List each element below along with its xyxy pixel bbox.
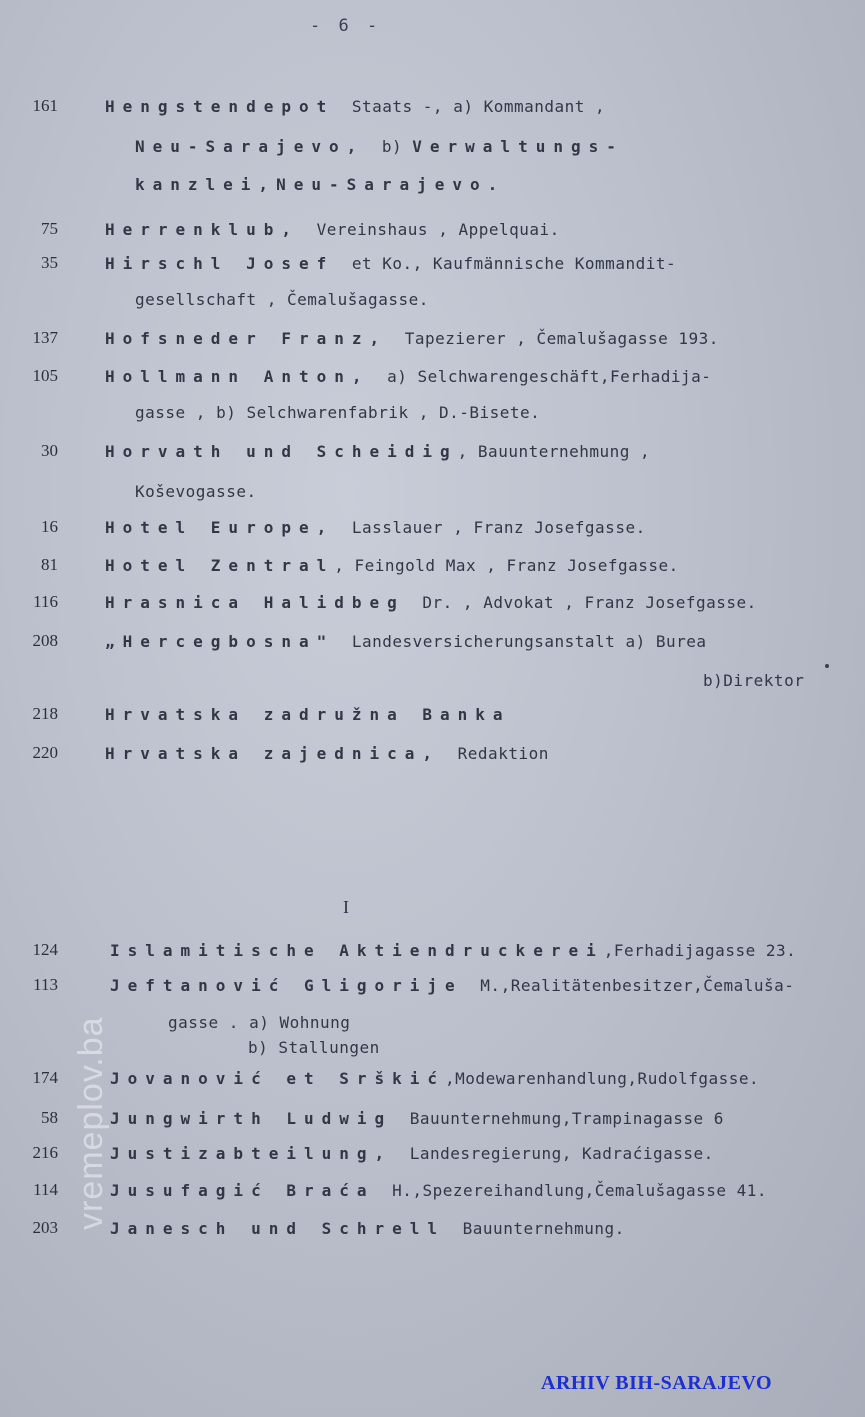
entry-number: 220	[32, 743, 58, 762]
entry-name: Horvath und Scheidig	[105, 442, 458, 461]
entry-name: Hrvatska zadružna Banka	[105, 705, 511, 724]
entry-name: Justizabteilung,	[110, 1144, 410, 1163]
entry-number: 58	[41, 1108, 58, 1127]
entry-line	[105, 632, 707, 651]
entry-line	[110, 976, 794, 995]
entry-number: 113	[33, 975, 58, 994]
bleed-through-text	[40, 790, 820, 870]
entry-details: , Bauunternehmung ,	[457, 442, 651, 461]
entry-name: Jovanović et Srškić	[110, 1069, 446, 1088]
entry-details: Landesregierung, Kadraćigasse.	[409, 1144, 714, 1163]
entry-name: kanzlei,Neu-Sarajevo.	[135, 175, 506, 194]
entry-number: 16	[41, 517, 58, 536]
entry-details: H.,Spezereihandlung,Čemalušagasse 41.	[392, 1181, 768, 1200]
entry-details: Vereinshaus , Appelquai.	[316, 220, 560, 239]
entry-number: 105	[32, 366, 58, 385]
entry-name: Jeftanović Gligorije	[110, 976, 481, 995]
entry-details: Dr. , Advokat , Franz Josefgasse.	[422, 593, 757, 612]
entry-number: 203	[32, 1218, 58, 1237]
entry-line	[105, 442, 650, 461]
entry-line	[703, 671, 804, 690]
entry-line	[105, 367, 711, 386]
entry-number: 137	[32, 328, 58, 347]
entry-details: Staats -, a) Kommandant ,	[351, 97, 606, 116]
entry-line	[248, 1038, 380, 1057]
entry-line	[110, 1219, 625, 1238]
entry-name: Hofsneder Franz,	[105, 329, 405, 348]
entry-line	[135, 290, 429, 309]
entry-line	[105, 97, 605, 116]
entry-number: 161	[32, 96, 58, 115]
entry-details: Bauunternehmung.	[462, 1219, 625, 1238]
entry-details: , Feingold Max , Franz Josefgasse.	[334, 556, 679, 575]
entry-number: 116	[33, 592, 58, 611]
entry-details: Koševogasse.	[135, 482, 257, 501]
entry-number: 124	[32, 940, 58, 959]
ink-dot	[825, 664, 829, 668]
entry-number: 30	[41, 441, 58, 460]
entry-number: 208	[32, 631, 58, 650]
entry-line	[135, 175, 505, 194]
entry-details: gasse , b) Selchwarenfabrik , D.-Bisete.	[135, 403, 541, 422]
entry-line	[110, 1109, 724, 1128]
entry-line	[105, 329, 719, 348]
entry-line	[110, 1069, 759, 1088]
entry-name: Hirschl Josef	[105, 254, 352, 273]
entry-name: Islamitische Aktiendruckerei	[110, 941, 604, 960]
entry-line	[105, 220, 560, 239]
entry-line	[105, 254, 676, 273]
entry-details: Bauunternehmung,Trampinagasse 6	[409, 1109, 724, 1128]
entry-line	[105, 593, 757, 612]
entry-line	[105, 518, 646, 537]
section-heading: I	[343, 897, 349, 917]
entry-line	[135, 403, 540, 422]
entry-line	[135, 137, 624, 156]
entry-details: b)Direktor	[703, 671, 805, 690]
entry-details: Landesversicherungsanstalt a) Burea	[351, 632, 707, 651]
entry-line	[110, 941, 796, 960]
entry-number: 81	[41, 555, 58, 574]
entry-details: Lasslauer , Franz Josefgasse.	[351, 518, 646, 537]
entry-number: 75	[41, 219, 58, 238]
entry-details: ,Modewarenhandlung,Rudolfgasse.	[445, 1069, 760, 1088]
entry-number: 174	[32, 1068, 58, 1087]
entry-name: Hotel Zentral	[105, 556, 335, 575]
entry-details: b) Stallungen	[248, 1038, 380, 1057]
entry-details: gesellschaft , Čemalušagasse.	[135, 290, 429, 309]
entry-details: Tapezierer , Čemalušagasse 193.	[404, 329, 719, 348]
entry-line	[105, 556, 679, 575]
watermark: vremeplov.ba	[72, 1016, 110, 1230]
entry-details: a) Selchwarengeschäft,Ferhadija-	[387, 367, 712, 386]
page-number: - 6 -	[310, 16, 382, 36]
entry-line	[168, 1013, 350, 1032]
entry-name: Verwaltungs-	[412, 137, 624, 156]
entry-name: Jusufagić Braća	[110, 1181, 393, 1200]
entry-name: „Hercegbosna"	[105, 632, 352, 651]
entry-name: Herrenklub,	[105, 220, 317, 239]
entry-number: 114	[33, 1180, 58, 1199]
entry-name: Hollmann Anton,	[105, 367, 388, 386]
entry-details: ,Ferhadijagasse 23.	[603, 941, 797, 960]
entry-name: Neu-Sarajevo,	[135, 137, 382, 156]
entry-number: 216	[32, 1143, 58, 1162]
entry-number: 218	[32, 704, 58, 723]
entry-details: et Ko., Kaufmännische Kommandit-	[351, 254, 677, 273]
entry-name: Hrvatska zajednica,	[105, 744, 458, 763]
entry-details: M.,Realitätenbesitzer,Čemaluša-	[480, 976, 795, 995]
entry-line	[110, 1181, 767, 1200]
entry-name: Hotel Europe,	[105, 518, 352, 537]
entry-details: b)	[381, 137, 413, 156]
entry-number: 35	[41, 253, 58, 272]
entry-line	[110, 1144, 714, 1163]
entry-name: Hengstendepot	[105, 97, 352, 116]
entry-details: Redaktion	[457, 744, 549, 763]
entry-line	[135, 482, 257, 501]
entry-name: Hrasnica Halidbeg	[105, 593, 423, 612]
entry-name: Jungwirth Ludwig	[110, 1109, 410, 1128]
entry-name: Janesch und Schrell	[110, 1219, 463, 1238]
entry-details: gasse . a) Wohnung	[168, 1013, 351, 1032]
entry-line	[105, 744, 549, 763]
archive-label: ARHIV BIH-SARAJEVO	[541, 1372, 773, 1394]
entry-line	[105, 705, 511, 724]
